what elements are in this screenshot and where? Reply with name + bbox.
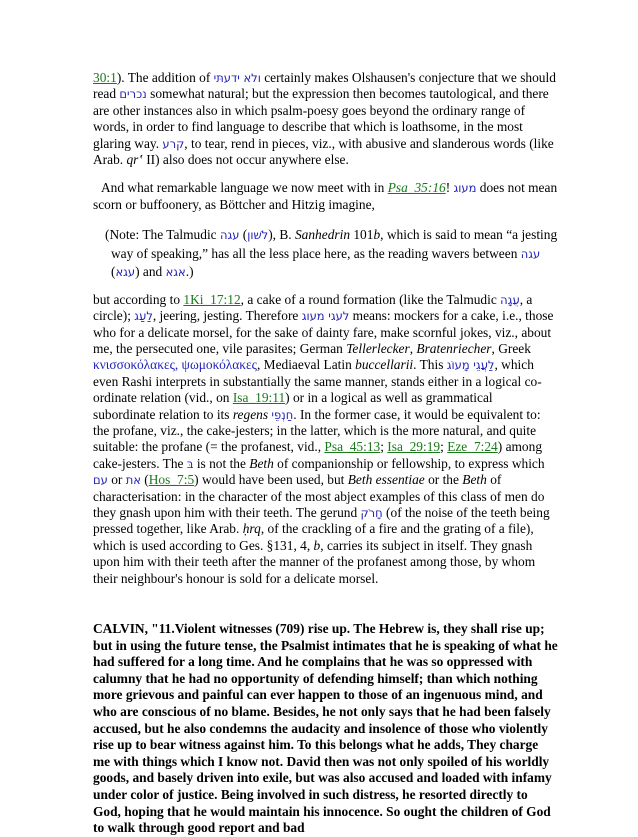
scripture-link-isa-29-19[interactable]: Isa_29:19 xyxy=(387,439,441,455)
italic-term: regens xyxy=(232,406,269,422)
text: , which even Rashi interprets in substantially the same manner, stands either in a logical co-ordinate relation (vid., on xyxy=(93,357,542,406)
hebrew-term: מעוג xyxy=(453,181,477,196)
text: ( xyxy=(111,264,116,280)
hebrew-term: אגא xyxy=(165,265,186,280)
hebrew-term: את xyxy=(125,473,141,488)
text: somewhat natural; but the expression then becomes tautological, and there are other instances also in which psalm-poesy goes beyond the ordinary range of words, in order to find language to describe that which is loathsome, in the most glaring way. xyxy=(93,86,549,151)
text: , Greek xyxy=(491,340,531,356)
footnote-talmudic xyxy=(93,226,558,282)
arabic-transliteration: ḥrq xyxy=(242,521,261,537)
hebrew-term: נכרים xyxy=(119,87,147,102)
scripture-link-hos-7-5[interactable]: Hos_7:5 xyxy=(148,472,195,488)
text: And what remarkable language we now meet with in xyxy=(101,180,388,196)
text: ). The addition of xyxy=(116,70,214,85)
greek-term: κνισσοκόλακες, ψωμοκόλακες xyxy=(93,357,257,373)
calvin-commentary: CALVIN, "11.Violent witnesses (709) rise up. The Hebrew is, they shall rise up; but in using the future tense, the Psalmist intimates that he is speaking of what he had suffered for a long time. And he complains that he was so oppressed with calumny that he had no opportunity of defending himself; than which nothing more grievous and painful can ever happen to those of an ingenuous mind, and who are conscious of no blame. Besides, he not only says that he had been falsely accused, but he also condemns the audacity and insolence of those who violently rise up to bear witness against him. To this belongs what he adds, They charge me with things which I know not. David then was not only spoiled of his worldly goods, and basely driven into exile, but was also accused and loaded with infamy under color of justice. Being involved in such distress, he resorted directly to God, hoping that he would maintain his innocence. So ought the children of God to walk through good report and bad xyxy=(93,621,558,836)
italic-term: b xyxy=(373,227,381,243)
text: .) xyxy=(185,264,194,280)
scripture-link-30-1[interactable]: 30:1 xyxy=(93,70,117,85)
hebrew-term: עֻגָה xyxy=(500,292,520,307)
text: or the xyxy=(424,472,463,488)
text: ), B. xyxy=(268,227,295,243)
hebrew-term: לשׁון xyxy=(247,228,269,243)
text: (of the noise of the teeth being pressed together, like Arab. xyxy=(93,505,550,537)
scripture-link-psa-45-13[interactable]: Psa_45:13 xyxy=(324,439,381,455)
hebrew-term: עגא xyxy=(115,265,136,280)
hebrew-term: חַנְפֵי xyxy=(271,407,294,422)
italic-term: Bratenriecher xyxy=(416,340,492,356)
italic-term: Beth essentiae xyxy=(347,472,425,488)
text: , carries its subject in itself. They gnash upon him with their teeth after the manner of the profanest among those, by whom their neighbour's honour is sold for a delicate morsel. xyxy=(93,537,536,586)
hebrew-term: עם xyxy=(93,473,108,488)
italic-term: Beth xyxy=(249,455,274,471)
text: ; xyxy=(380,439,388,455)
hebrew-term: עגה xyxy=(219,228,240,243)
text: ) among cake-jesters. The xyxy=(93,439,543,471)
hebrew-term: חָרֹק xyxy=(360,506,383,521)
text: ; xyxy=(440,439,448,455)
text: of companionship or fellowship, to express which xyxy=(273,455,545,471)
arabic-transliteration: qr‛ xyxy=(126,152,143,168)
text: , jeering, jesting. Therefore xyxy=(152,308,302,324)
paragraph-cake-jesters xyxy=(93,292,558,587)
text: of characterisation: in the character of the most abject examples of this class of men do they gnash upon him with their teeth. The gerund xyxy=(93,472,545,521)
text: ) or in a logical as well as grammatical subordinate relation to its xyxy=(93,390,493,422)
scripture-link-eze-7-24[interactable]: Eze_7:24 xyxy=(447,439,498,455)
text: . In the former case, it would be equivalent to: the profane, viz., the cake-jesters; in the latter, which is the more natural, and quite suitable: the profane (= the profanest, vid., xyxy=(93,406,541,455)
text: ) would have been used, but xyxy=(194,472,348,488)
hebrew-term: עגה xyxy=(520,246,541,261)
text: , to tear, rend in pieces, viz., with abusive and slanderous words (like Arab. xyxy=(93,135,554,168)
text: is not the xyxy=(193,455,250,471)
text: , which is said to mean “a jesting way of speaking,” has all the less place here, as the reading wavers between xyxy=(111,227,558,261)
text: or xyxy=(107,472,126,488)
text: , Mediaeval Latin xyxy=(256,357,356,373)
italic-term: Tellerlecker xyxy=(346,340,410,356)
hebrew-term: ולא ידעתּי xyxy=(213,71,261,85)
hebrew-term: לַעַג xyxy=(134,309,153,324)
text: , a cake of a round formation (like the Talmudic xyxy=(240,291,501,307)
italic-term: Beth xyxy=(462,472,487,488)
text: 101 xyxy=(350,227,374,243)
text: , xyxy=(409,340,417,356)
text: II) also does not occur anywhere else. xyxy=(142,152,349,168)
text: means: mockers for a cake, i.e., those who for a delicate morsel, for the sake of dainty fare, make scornful jokes, viz., about me, the persecuted one, vile parasites; German xyxy=(93,308,554,356)
paragraph-olshausen xyxy=(93,70,558,168)
text: does not mean scorn or buffoonery, as Böttcher and Hitzig imagine, xyxy=(93,180,558,212)
text: , of the crackling of a fire and the grating of a file), which is used according to Ges. §131, 4, xyxy=(93,521,534,553)
text: . This xyxy=(413,357,447,373)
italic-term: Sanhedrin xyxy=(294,227,351,243)
text: ! xyxy=(445,180,454,196)
scripture-link-psa-35-16[interactable] xyxy=(388,180,446,195)
italic-term: b xyxy=(313,537,321,553)
hebrew-term: לַעֲגֵי מָעוֹג xyxy=(446,358,495,373)
hebrew-term: לעגי מעוג xyxy=(301,309,350,324)
text: but according to xyxy=(93,291,184,307)
text: ( xyxy=(239,227,248,243)
text: ( xyxy=(140,472,149,488)
text: (Note: The Talmudic xyxy=(105,227,220,243)
scripture-link-label: Psa_35:16 xyxy=(387,180,446,196)
scripture-link-isa-19-11[interactable]: Isa_19:11 xyxy=(232,390,286,406)
hebrew-term: קרע xyxy=(162,136,185,151)
paragraph-remarkable-language xyxy=(93,180,558,213)
text: ) and xyxy=(135,264,166,280)
hebrew-term: בּ xyxy=(186,456,194,471)
scripture-link-1ki-17-12[interactable]: 1Ki_17:12 xyxy=(183,291,241,307)
text: certainly makes Olshausen's conjecture that we should read xyxy=(93,70,556,102)
italic-term: buccellarii xyxy=(355,357,414,373)
text: , a circle); xyxy=(93,291,533,324)
